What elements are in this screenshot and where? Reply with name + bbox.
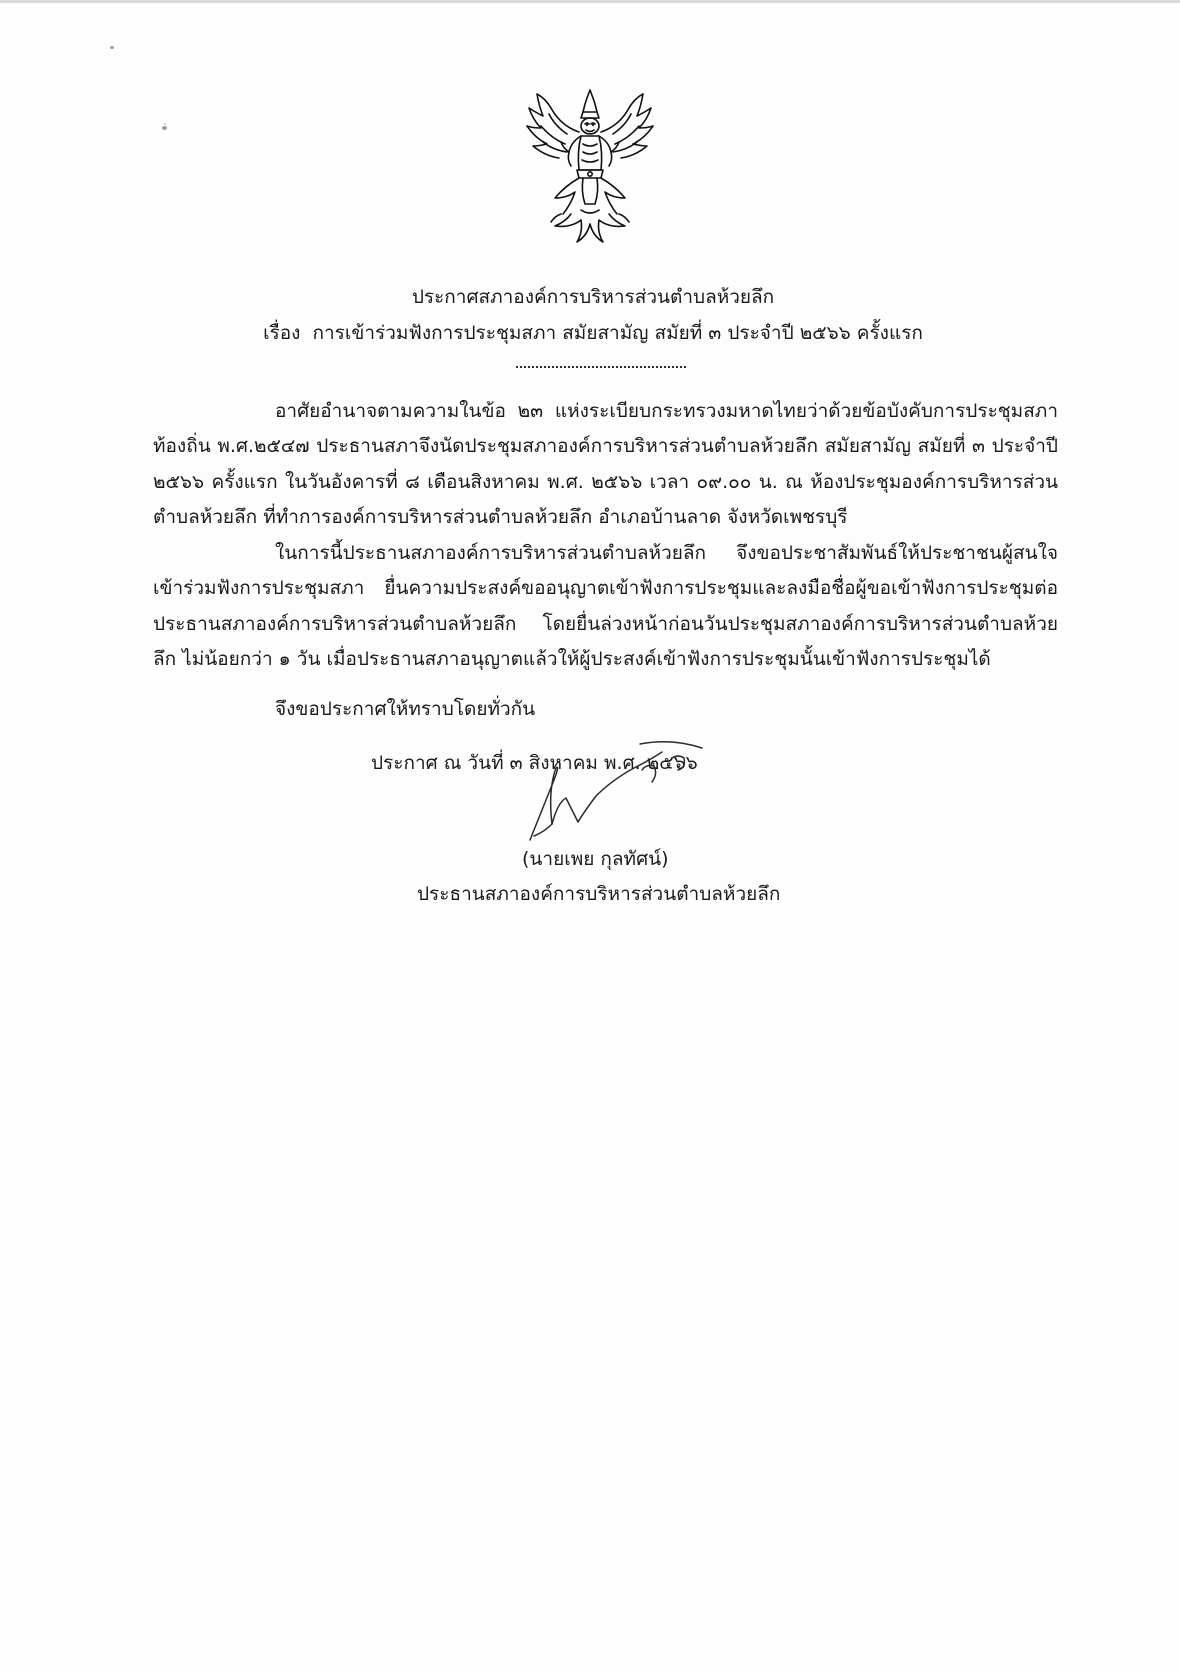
scan-speck	[110, 46, 114, 49]
signer-position: ประธานสภาองค์การบริหารส่วนตำบลห้วยลึก	[417, 883, 781, 905]
body-paragraph-1: อาศัยอำนาจตามความในข้อ ๒๓ แห่งระเบียบกระทรวงมหาดไทยว่าด้วยข้อบังคับการประชุมสภาท้องถิ่น พ.ศ.๒๕๔๗ ประธานสภาจึงนัดประชุมสภาองค์การบริหารส่วนตำบลห้วยลึก สมัยสามัญ สมัยที่ ๓ ประจำปี ๒๕๖๖ ครั้งแรก ในวันอังคารที่ ๘ เดือนสิงหาคม พ.ศ. ๒๕๖๖ เวลา ๐๙.๐๐ น. ณ ห้องประชุมองค์การบริหารส่วนตำบลห้วยลึก ที่ทำการองค์การบริหารส่วนตำบลห้วยลึก อำเภอบ้านลาด จังหวัดเพชรบุรี	[153, 400, 1058, 529]
scan-speck	[162, 126, 167, 130]
dotted-separator	[516, 366, 686, 368]
signer-name: (นายเพย กุลทัศน์)	[522, 848, 669, 870]
garuda-emblem-icon	[525, 86, 655, 246]
subject-label: เรื่อง	[263, 322, 301, 344]
scan-speck	[164, 123, 166, 125]
document-subject	[3, 318, 1180, 348]
subject-text: การเข้าร่วมฟังการประชุมสภา สมัยสามัญ สมัยที่ ๓ ประจำปี ๒๕๖๖ ครั้งแรก	[312, 322, 923, 344]
scan-edge	[0, 0, 1180, 3]
handwritten-signature	[522, 740, 722, 850]
body-paragraph-2: ในการนี้ประธานสภาองค์การบริหารส่วนตำบลห้วยลึก จึงขอประชาสัมพันธ์ให้ประชาชนผู้สนใจเข้าร่วมฟังการประชุมสภา ยื่นความประสงค์ขออนุญาตเข้าฟังการประชุมและลงมือชื่อผู้ขอเข้าฟังการประชุมต่อประธานสภาองค์การบริหารส่วนตำบลห้วยลึก โดยยื่นล่วงหน้าก่อนวันประชุมสภาองค์การบริหารส่วนตำบลห้วยลึก ไม่น้อยกว่า ๑ วัน เมื่อประธานสภาอนุญาตแล้วให้ผู้ประสงค์เข้าฟังการประชุมนั้นเข้าฟังการประชุมได้	[153, 542, 1058, 671]
document-title: ประกาศสภาองค์การบริหารส่วนตำบลห้วยลึก	[411, 286, 775, 308]
closing-statement: จึงขอประกาศให้ทราบโดยทั่วกัน	[275, 698, 536, 720]
issue-date: ประกาศ ณ วันที่ ๓ สิงหาคม พ.ศ. ๒๕๖๖	[371, 752, 698, 774]
